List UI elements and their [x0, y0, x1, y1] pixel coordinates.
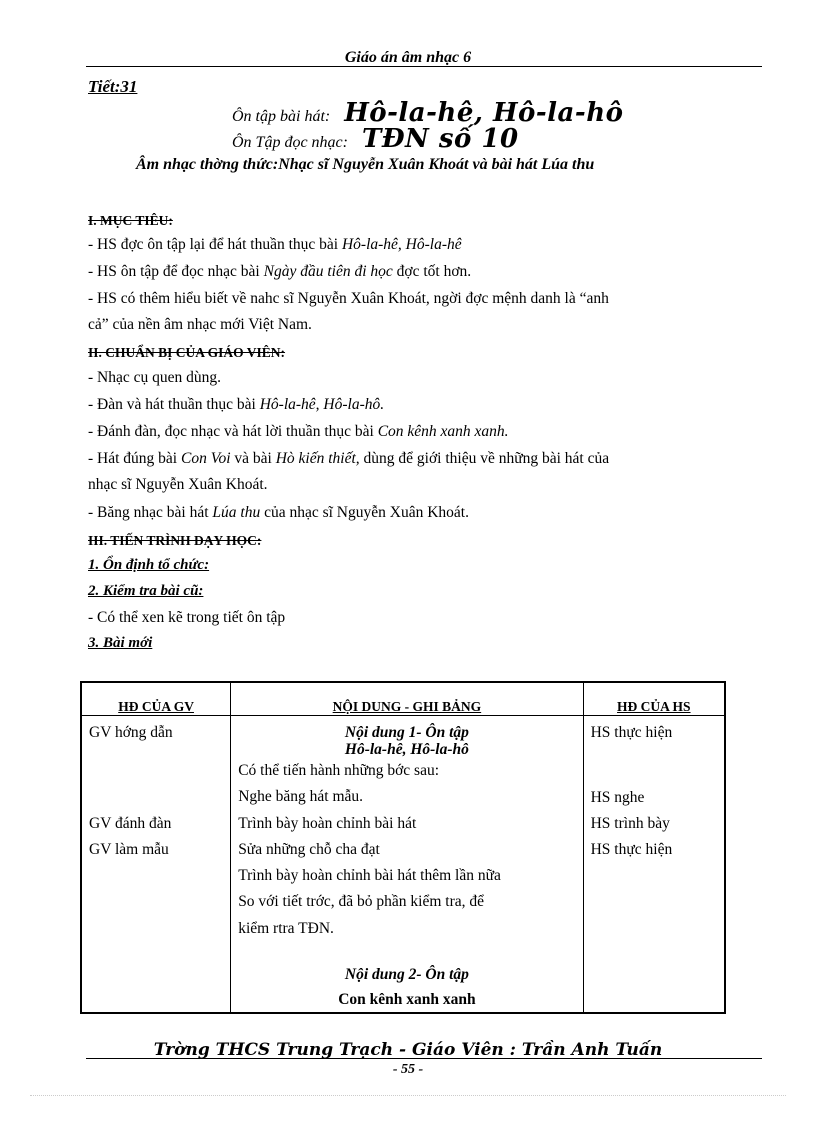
gv-cell: GV đánh đàn — [89, 814, 172, 832]
section-process-heading: III. TIẾN TRÌNH DẠY HỌC: — [88, 533, 262, 548]
gv-cell: GV hớng dẫn — [89, 724, 173, 741]
review-song-label: Ôn tập bài hát: — [232, 108, 331, 125]
content-line: Trình bày hoàn chỉnh bài hát — [238, 814, 417, 832]
page-number: - 55 - — [392, 1062, 424, 1077]
gv-column — [81, 716, 231, 1014]
hs-cell: HS nghe — [590, 788, 645, 806]
hs-column — [583, 716, 725, 1014]
check-old-lesson-text: - Có thể xen kẽ trong tiết ôn tập — [88, 609, 286, 626]
content-line: So với tiết trớc, đã bỏ phần kiểm tra, để — [238, 893, 485, 911]
gv-cell: GV làm mẫu — [89, 841, 169, 859]
content-line: Nghe băng hát mẫu. — [238, 788, 364, 806]
header-rule — [86, 66, 762, 67]
footer-title: Trờng THCS Trung Trạch - Giáo Viên : Trần Anh Tuấn — [153, 1040, 663, 1060]
content-line: Sửa những chỗ cha đạt — [238, 840, 380, 858]
objective-line-2: - HS ôn tập để đọc nhạc bài Ngày đầu tiên đi học đợc tốt hơn. — [88, 263, 472, 280]
hs-cell: HS thực hiện — [590, 724, 673, 741]
header-gv: HĐ CỦA GV — [81, 682, 231, 716]
page-edge — [30, 1095, 786, 1096]
footer-rule — [86, 1058, 762, 1059]
prep-line-2: - Đàn và hát thuần thục bài Hô-la-hê, Hô-la-hô. — [88, 396, 385, 413]
header-hs: HĐ CỦA HS — [583, 682, 725, 716]
table-header-row — [81, 682, 725, 716]
review-song-title: Hô-la-hê, Hô-la-hô — [344, 98, 624, 128]
content-line: Trình bày hoàn chỉnh bài hát thêm lần nữa — [238, 867, 501, 885]
objective-line-3: - HS có thêm hiểu biết về nahc sĩ Nguyễn Xuân Khoát, ngời đợc mệnh danh là “anh — [88, 290, 609, 307]
header-content: NỘI DUNG - GHI BẢNG — [231, 682, 583, 716]
hs-cell: HS thực hiện — [590, 841, 673, 859]
hs-cell: HS trình bày — [590, 814, 670, 832]
content-line: kiểm rtra TĐN. — [238, 919, 334, 937]
section-preparation-heading: II. CHUẨN BỊ CỦA GIÁO VIÊN: — [88, 345, 286, 360]
table-row — [81, 716, 725, 1014]
prep-line-1: - Nhạc cụ quen dùng. — [88, 369, 221, 386]
lesson-number: Tiết:31 — [88, 77, 138, 96]
prep-line-4: - Hát đúng bài Con Voi và bài Hò kiến thiết, dùng để giới thiệu về những bài hát của — [88, 450, 610, 467]
prep-line-6: - Băng nhạc bài hát Lúa thu của nhạc sĩ Nguyễn Xuân Khoát. — [88, 504, 469, 521]
sight-reading-label: Ôn Tập đọc nhạc: — [232, 134, 348, 151]
music-knowledge-line: Âm nhạc thờng thức:Nhạc sĩ Nguyễn Xuân Khoát và bài hát Lúa thu — [136, 156, 595, 173]
lesson-table — [80, 681, 726, 1014]
prep-line-3: - Đánh đàn, đọc nhạc và hát lời thuần thục bài Con kênh xanh xanh. — [88, 423, 509, 440]
sight-reading-title: TĐN số 10 — [361, 124, 519, 154]
step-stabilize: 1. Ổn định tổ chức: — [88, 557, 210, 573]
content-title-2: Nội dung 2- Ôn tập — [344, 966, 469, 984]
objective-line-1: - HS đợc ôn tập lại để hát thuần thục bài Hô-la-hê, Hô-la-hê — [88, 236, 462, 253]
content-title-1: Nội dung 1- Ôn tập — [344, 724, 469, 741]
sight-reading-line — [232, 124, 519, 154]
objective-line-4: cả” của nền âm nhạc mới Việt Nam. — [88, 316, 312, 333]
content-column — [231, 716, 583, 1014]
section-objectives-heading: I. MỤC TIÊU: — [88, 213, 173, 228]
content-title-1-song: Hô-la-hê, Hô-la-hô — [344, 741, 469, 758]
step-check-old-lesson: 2. Kiểm tra bài cũ: — [88, 583, 204, 599]
step-new-lesson: 3. Bài mới — [88, 635, 153, 651]
prep-line-5: nhạc sĩ Nguyễn Xuân Khoát. — [88, 476, 268, 493]
header-title: Giáo án âm nhạc 6 — [344, 49, 472, 66]
content-line: Có thể tiến hành những bớc sau: — [238, 762, 440, 779]
content-title-2-song: Con kênh xanh xanh — [338, 991, 476, 1009]
